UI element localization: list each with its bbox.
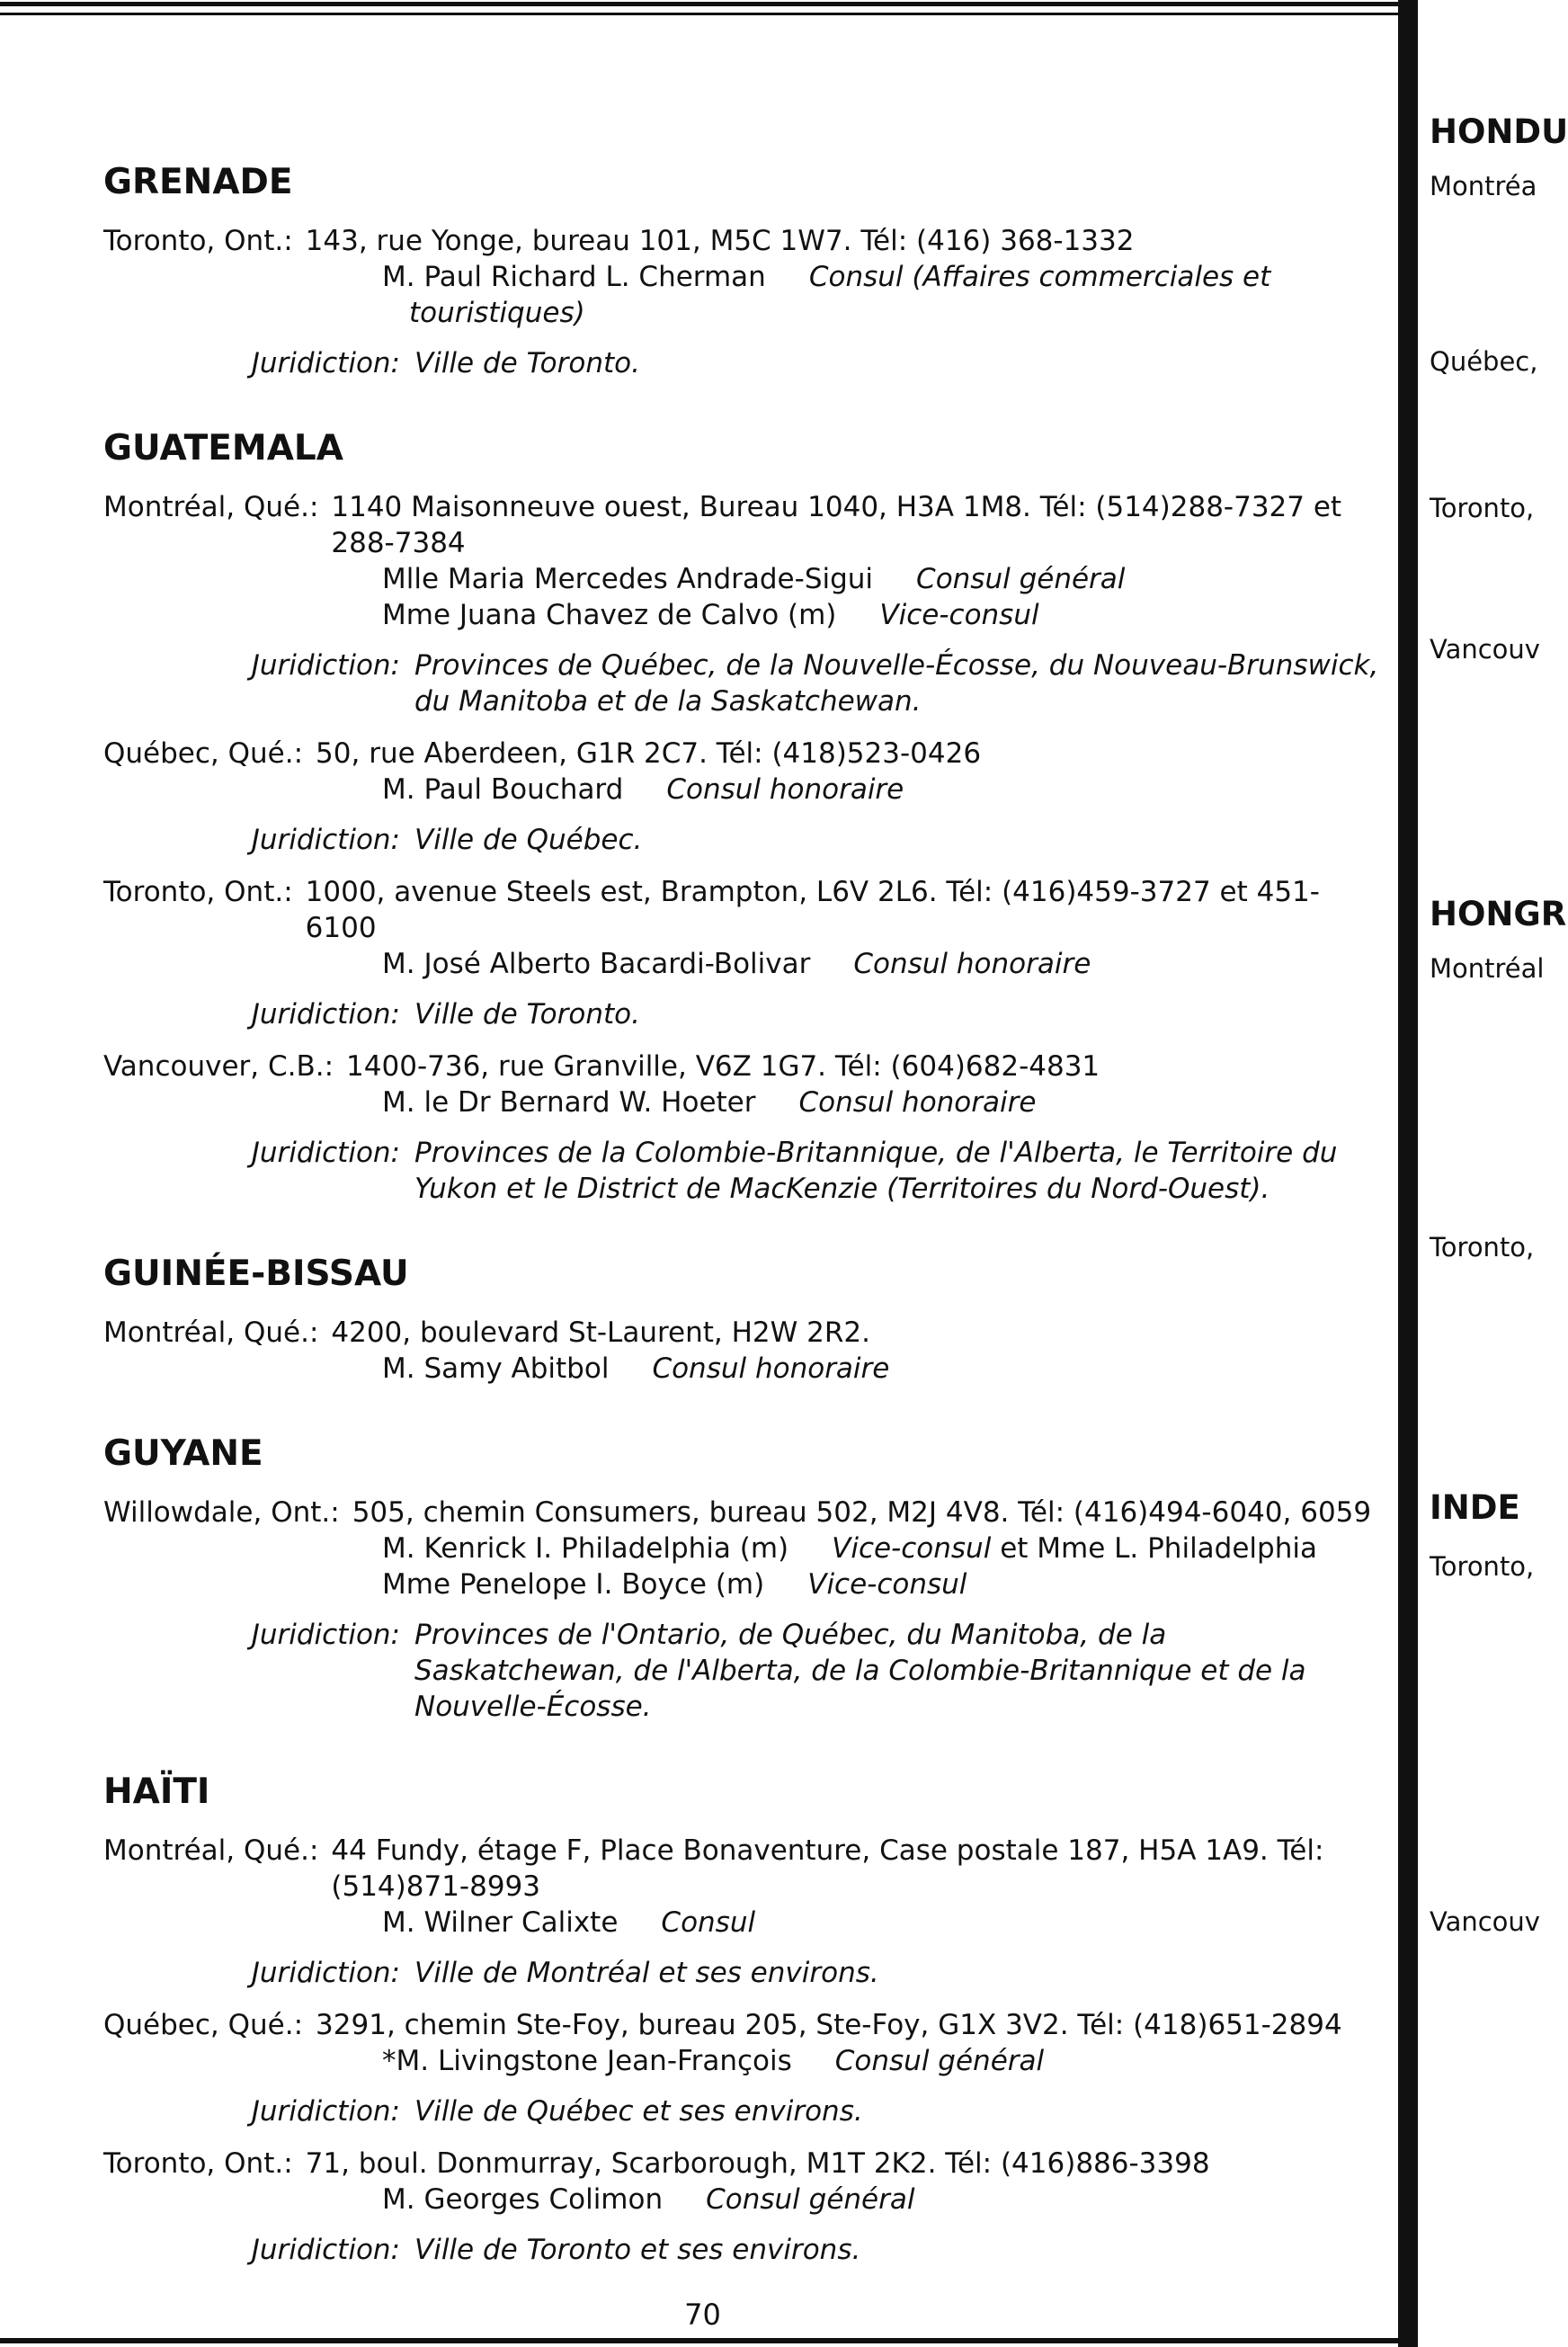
city-label: Toronto, Ont.: bbox=[103, 876, 293, 908]
official-title: Vice-consul bbox=[832, 1532, 992, 1565]
jurisdiction-label: Juridiction: bbox=[251, 347, 400, 379]
consulate-entry bbox=[103, 2146, 1385, 2268]
country-heading: GUATEMALA bbox=[103, 428, 343, 469]
official-title: Consul (Affaires commerciales et bbox=[808, 261, 1271, 293]
official-row bbox=[103, 2043, 1385, 2079]
jurisdiction bbox=[103, 1135, 1385, 1207]
address-line bbox=[103, 1495, 1385, 1530]
address-text: 50, rue Aberdeen, G1R 2C7. Tél: (418)523-0426 bbox=[316, 737, 982, 770]
official-title: Consul bbox=[661, 1906, 756, 1939]
consulate-entry bbox=[103, 1049, 1385, 1207]
city-label: Toronto, Ont.: bbox=[103, 2147, 293, 2180]
jurisdiction-label: Juridiction: bbox=[251, 649, 400, 682]
official-title: Consul général bbox=[834, 2045, 1045, 2077]
city-label: Toronto, Ont.: bbox=[103, 225, 293, 257]
jurisdiction-text: Provinces de l'Ontario, de Québec, du Manitoba, de la Saskatchewan, de l'Alberta, de la Colombie-Britannique et de la Nouvelle-Écosse. bbox=[414, 1619, 1306, 1723]
right-city: Toronto, bbox=[1430, 1232, 1535, 1263]
official-name: *M. Livingstone Jean-François bbox=[382, 2045, 792, 2077]
official-title: Consul honoraire bbox=[652, 1352, 890, 1385]
jurisdiction-label: Juridiction: bbox=[251, 1137, 400, 1169]
consulate-entry bbox=[103, 1833, 1385, 1991]
page-gutter bbox=[1398, 0, 1418, 2347]
official-row bbox=[103, 2182, 1385, 2218]
consulate-entry bbox=[103, 489, 1385, 719]
official-row bbox=[103, 1530, 1385, 1566]
consulate-entry bbox=[103, 736, 1385, 858]
address-line bbox=[103, 1049, 1385, 1084]
address-text: 3291, chemin Ste-Foy, bureau 205, Ste-Foy, G1X 3V2. Tél: (418)651-2894 bbox=[316, 2009, 1342, 2041]
consulate-entry bbox=[103, 223, 1385, 381]
official-extra: et Mme L. Philadelphia bbox=[1000, 1532, 1317, 1565]
address-text: 1000, avenue Steels est, Brampton, L6V 2L6. Tél: (416)459-3727 et 451-6100 bbox=[305, 876, 1320, 944]
official-name: M. Paul Richard L. Cherman bbox=[382, 261, 766, 293]
consulate-directory bbox=[103, 162, 1385, 2284]
country-heading: HAÏTI bbox=[103, 1771, 210, 1812]
address-text: 44 Fundy, étage F, Place Bonaventure, Case postale 187, H5A 1A9. Tél: (514)871-8993 bbox=[331, 1834, 1324, 1903]
bottom-rule bbox=[0, 2338, 1403, 2343]
address-text: 71, boul. Donmurray, Scarborough, M1T 2K2. Tél: (416)886-3398 bbox=[305, 2147, 1210, 2180]
country-heading: GUINÉE-BISSAU bbox=[103, 1254, 409, 1294]
jurisdiction bbox=[103, 996, 1385, 1032]
top-rule bbox=[0, 2, 1403, 6]
consulate-entry bbox=[103, 874, 1385, 1032]
jurisdiction bbox=[103, 345, 1385, 381]
country-heading: GUYANE bbox=[103, 1433, 263, 1474]
official-row bbox=[103, 561, 1385, 597]
official-name: M. Kenrick I. Philadelphia (m) bbox=[382, 1532, 789, 1565]
address-line bbox=[103, 2146, 1385, 2182]
jurisdiction-text: Provinces de Québec, de la Nouvelle-Écosse, du Nouveau-Brunswick, du Manitoba et de la Saskatchewan. bbox=[414, 649, 1379, 718]
city-label: Québec, Qué.: bbox=[103, 737, 304, 770]
right-city: Montréal bbox=[1430, 953, 1545, 984]
official-title: Consul général bbox=[706, 2183, 915, 2216]
official-title: Consul honoraire bbox=[666, 773, 904, 806]
jurisdiction bbox=[103, 822, 1385, 858]
official-row bbox=[103, 1084, 1385, 1120]
address-text: 1140 Maisonneuve ouest, Bureau 1040, H3A 1M8. Tél: (514)288-7327 et 288-7384 bbox=[331, 491, 1342, 559]
city-label: Willowdale, Ont.: bbox=[103, 1496, 340, 1529]
official-name: M. Georges Colimon bbox=[382, 2183, 664, 2216]
consulate-entry bbox=[103, 1495, 1385, 1725]
official-name: M. Paul Bouchard bbox=[382, 773, 624, 806]
official-row bbox=[103, 1905, 1385, 1941]
jurisdiction-text: Ville de Toronto. bbox=[414, 347, 640, 379]
right-city: Québec, bbox=[1430, 346, 1538, 377]
city-label: Montréal, Qué.: bbox=[103, 1316, 319, 1349]
jurisdiction-label: Juridiction: bbox=[251, 824, 400, 856]
official-row bbox=[103, 772, 1385, 808]
city-label: Québec, Qué.: bbox=[103, 2009, 304, 2041]
jurisdiction-text: Ville de Québec. bbox=[414, 824, 643, 856]
address-line bbox=[103, 1833, 1385, 1905]
jurisdiction-label: Juridiction: bbox=[251, 2234, 400, 2266]
address-line bbox=[103, 874, 1385, 946]
official-name: Mme Penelope I. Boyce (m) bbox=[382, 1568, 765, 1601]
official-name: M. Wilner Calixte bbox=[382, 1906, 619, 1939]
address-line bbox=[103, 2007, 1385, 2043]
jurisdiction-text: Ville de Toronto. bbox=[414, 998, 640, 1031]
country-heading: GRENADE bbox=[103, 162, 293, 202]
address-text: 143, rue Yonge, bureau 101, M5C 1W7. Tél: (416) 368-1332 bbox=[305, 225, 1135, 257]
address-line bbox=[103, 223, 1385, 259]
official-row bbox=[103, 259, 1385, 295]
official-name: M. le Dr Bernard W. Hoeter bbox=[382, 1086, 756, 1119]
jurisdiction-label: Juridiction: bbox=[251, 1619, 400, 1651]
jurisdiction bbox=[103, 2232, 1385, 2268]
city-label: Montréal, Qué.: bbox=[103, 1834, 319, 1867]
official-row bbox=[103, 597, 1385, 633]
page-number-text: 70 bbox=[684, 2298, 721, 2332]
jurisdiction bbox=[103, 1617, 1385, 1725]
jurisdiction-label: Juridiction: bbox=[251, 2095, 400, 2128]
jurisdiction-text: Ville de Montréal et ses environs. bbox=[414, 1957, 879, 1989]
city-label: Vancouver, C.B.: bbox=[103, 1050, 334, 1083]
official-row bbox=[103, 1566, 1385, 1602]
consulate-entry bbox=[103, 2007, 1385, 2129]
official-row bbox=[103, 1351, 1385, 1387]
right-city: Vancouv bbox=[1430, 1906, 1540, 1937]
official-title: Vice-consul bbox=[807, 1568, 967, 1601]
official-name: Mlle Maria Mercedes Andrade-Sigui bbox=[382, 563, 874, 595]
title-continuation: touristiques) bbox=[409, 297, 585, 329]
top-rule-thin bbox=[0, 13, 1403, 15]
jurisdiction bbox=[103, 2093, 1385, 2129]
jurisdiction bbox=[103, 1955, 1385, 1991]
jurisdiction-text: Provinces de la Colombie-Britannique, de l'Alberta, le Territoire du Yukon et le District de MacKenzie (Territoires du Nord-Ouest). bbox=[414, 1137, 1338, 1205]
official-title: Consul honoraire bbox=[798, 1086, 1037, 1119]
right-city: Vancouv bbox=[1430, 634, 1540, 665]
address-text: 4200, boulevard St-Laurent, H2W 2R2. bbox=[331, 1316, 871, 1349]
jurisdiction-label: Juridiction: bbox=[251, 998, 400, 1031]
consulate-entry bbox=[103, 1315, 1385, 1387]
right-heading: INDE bbox=[1430, 1488, 1520, 1527]
address-text: 1400-736, rue Granville, V6Z 1G7. Tél: (604)682-4831 bbox=[346, 1050, 1100, 1083]
address-text: 505, chemin Consumers, bureau 502, M2J 4V8. Tél: (416)494-6040, 6059 bbox=[352, 1496, 1372, 1529]
jurisdiction-text: Ville de Toronto et ses environs. bbox=[414, 2234, 861, 2266]
next-page-column bbox=[1430, 0, 1568, 2347]
right-city: Montréa bbox=[1430, 171, 1537, 201]
jurisdiction-label: Juridiction: bbox=[251, 1957, 400, 1989]
official-title: Consul général bbox=[916, 563, 1126, 595]
city-label: Montréal, Qué.: bbox=[103, 491, 319, 523]
jurisdiction bbox=[103, 647, 1385, 719]
jurisdiction-text: Ville de Québec et ses environs. bbox=[414, 2095, 863, 2128]
right-heading: HONDU bbox=[1430, 112, 1568, 151]
official-name: M. José Alberto Bacardi-Bolivar bbox=[382, 948, 811, 980]
address-line bbox=[103, 736, 1385, 772]
right-heading: HONGR bbox=[1430, 895, 1567, 933]
right-city: Toronto, bbox=[1430, 1551, 1535, 1582]
right-city: Toronto, bbox=[1430, 493, 1535, 523]
official-title: Vice-consul bbox=[879, 599, 1039, 631]
official-title: Consul honoraire bbox=[853, 948, 1091, 980]
official-name: Mme Juana Chavez de Calvo (m) bbox=[382, 599, 837, 631]
official-row bbox=[103, 946, 1385, 982]
page-number bbox=[0, 2298, 1538, 2332]
address-line bbox=[103, 1315, 1385, 1351]
address-line bbox=[103, 489, 1385, 561]
official-name: M. Samy Abitbol bbox=[382, 1352, 610, 1385]
